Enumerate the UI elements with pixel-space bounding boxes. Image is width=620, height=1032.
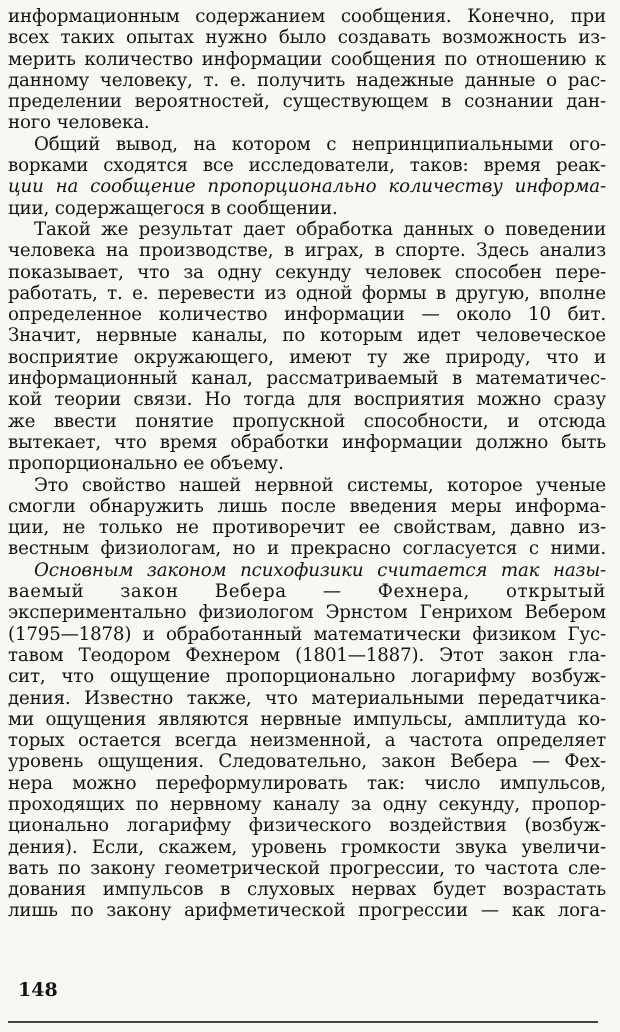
text-line: данному человеку, т. е. получить надежные данные о рас- [8, 69, 606, 91]
text-line: же ввести понятие пропускной способности, и отсюда [8, 410, 606, 432]
text-line: всех таких опытах нужно было создавать возможность из- [8, 27, 606, 49]
text-line: пропорционально ее объему. [8, 453, 284, 475]
text-line: экспериментально физиологом Эрнстом Генрихом Вебером [8, 602, 606, 624]
text-line: ции, содержащегося в сообщении. [8, 197, 338, 219]
bottom-rule [8, 1021, 598, 1023]
text-line: ми ощущения являются нервные импульсы, амплитуда ко- [8, 708, 606, 730]
text-line: смогли обнаружить лишь после введения меры информа- [8, 495, 606, 517]
text-line: ваемый закон Вебера — Фехнера, открытый [8, 581, 606, 603]
text-line: уровень ощущения. Следовательно, закон Вебера — Фех- [8, 751, 606, 773]
text-line: дения. Известно также, что материальными передатчика- [8, 687, 606, 709]
text-line: ции на сообщение пропорционально количеству информа- [8, 176, 606, 198]
text-line: Такой же результат дает обработка данных о поведении [34, 218, 606, 240]
text-line: восприятие окружающего, имеют ту же природу, что и [8, 346, 606, 368]
page-number: 148 [18, 979, 58, 1001]
text-line: мерить количество информации сообщения по отношению к [8, 48, 606, 70]
text-line: дования импульсов в слуховых нервах будет возрастать [8, 879, 606, 901]
text-line: ционально логарифму физического воздействия (возбуж- [8, 815, 606, 837]
text-line: проходящих по нервному каналу за одну секунду, пропор- [8, 793, 606, 815]
text-line: сит, что ощущение пропорционально логарифму возбуж- [8, 666, 606, 688]
text-line: дения). Если, скажем, уровень громкости звука увеличи- [8, 836, 606, 858]
text-line: вать по закону геометрической прогрессии, то частота сле- [8, 857, 606, 879]
text-line: ворками сходятся все исследователи, таков: время реак- [8, 155, 606, 177]
text-line: (1795—1878) и обработанный математически физиком Гус- [8, 623, 606, 645]
text-line: показывает, что за одну секунду человек способен пере- [8, 261, 606, 283]
text-line: Это свойство нашей нервной системы, которое ученые [34, 474, 606, 496]
text-line: информационный канал, рассматриваемый в математичес- [8, 368, 606, 390]
text-line: вытекает, что время обработки информации должно быть [8, 431, 606, 453]
text-line: вестным физиологам, но и прекрасно согласуется с ними. [8, 538, 606, 560]
text-line: Значит, нервные каналы, по которым идет человеческое [8, 325, 606, 347]
text-line: ции, не только не противоречит ее свойствам, давно из- [8, 517, 606, 539]
text-line: ного человека. [8, 112, 150, 134]
text-line: кой теории связи. Но тогда для восприятия можно сразу [8, 389, 606, 411]
text-line: Общий вывод, на котором с непринципиальными ого- [34, 133, 606, 155]
body-text [8, 6, 606, 922]
text-line: Основным законом психофизики считается так назы- [34, 559, 606, 581]
text-line: тавом Теодором Фехнером (1801—1887). Этот закон гла- [8, 644, 606, 666]
text-line: информационным содержанием сообщения. Конечно, при [8, 6, 606, 27]
text-line: работать, т. е. перевести из одной формы в другую, вполне [8, 282, 606, 304]
text-line: пределении вероятностей, существующем в сознании дан- [8, 91, 606, 113]
text-line: человека на производстве, в играх, в спорте. Здесь анализ [8, 240, 606, 262]
text-line: торых остается всегда неизменной, а частота определяет [8, 730, 606, 752]
text-line: лишь по закону арифметической прогрессии — как лога- [8, 900, 606, 922]
text-line: определенное количество информации — около 10 бит. [8, 304, 606, 326]
text-line: нера можно переформулировать так: число импульсов, [8, 772, 606, 794]
